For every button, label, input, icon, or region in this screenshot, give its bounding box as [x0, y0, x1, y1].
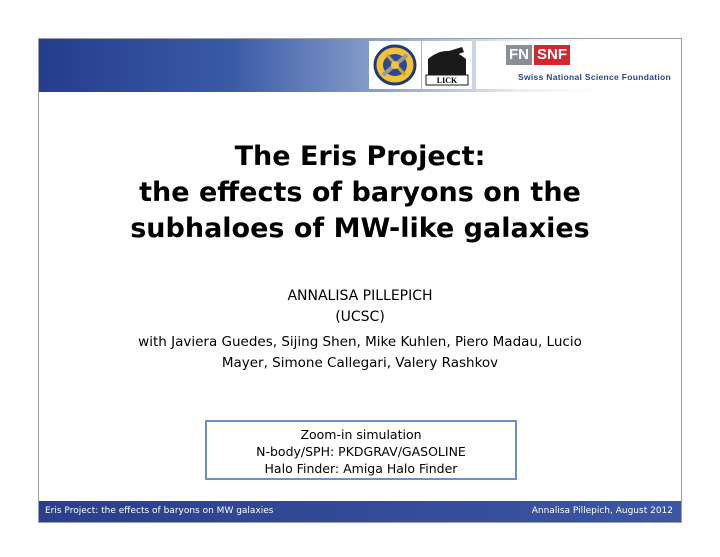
- collaborators-line-2: Mayer, Simone Callegari, Valery Rashkov: [221, 355, 499, 371]
- lick-observatory-icon: [422, 41, 472, 89]
- collaborators-line-1: with Javiera Guedes, Sijing Shen, Mike Kuhlen, Piero Madau, Lucio: [138, 334, 582, 350]
- simulation-info-box: [205, 420, 517, 480]
- header-band: [39, 39, 681, 92]
- collaborators-block: [39, 332, 681, 374]
- author-block: [39, 286, 681, 328]
- title-line-2: the effects of baryons on the: [139, 177, 581, 208]
- slide-title: [39, 139, 681, 247]
- title-line-3: subhaloes of MW-like galaxies: [130, 213, 590, 244]
- info-line-1: Zoom-in simulation: [300, 427, 422, 442]
- snsf-snf-text: SNF: [534, 45, 570, 65]
- footer-author-date: Annalisa Pillepich, August 2012: [531, 506, 673, 516]
- snsf-logo: [476, 41, 681, 89]
- info-line-2: N-body/SPH: PKDGRAV/GASOLINE: [256, 444, 466, 459]
- snsf-fn-text: FN: [506, 45, 532, 65]
- author-affiliation: (UCSC): [335, 309, 385, 325]
- title-line-1: The Eris Project:: [234, 141, 486, 172]
- footer-band: [39, 501, 681, 522]
- snsf-name: Swiss National Science Foundation: [518, 72, 672, 82]
- ucsc-seal-icon: [369, 41, 421, 89]
- snsf-mark: [506, 45, 570, 65]
- info-line-3: Halo Finder: Amiga Halo Finder: [264, 461, 458, 476]
- author-name: ANNALISA PILLEPICH: [287, 288, 433, 304]
- svg-text:LICK: LICK: [436, 76, 458, 85]
- slide: [38, 38, 682, 523]
- footer-title: Eris Project: the effects of baryons on MW galaxies: [45, 506, 274, 516]
